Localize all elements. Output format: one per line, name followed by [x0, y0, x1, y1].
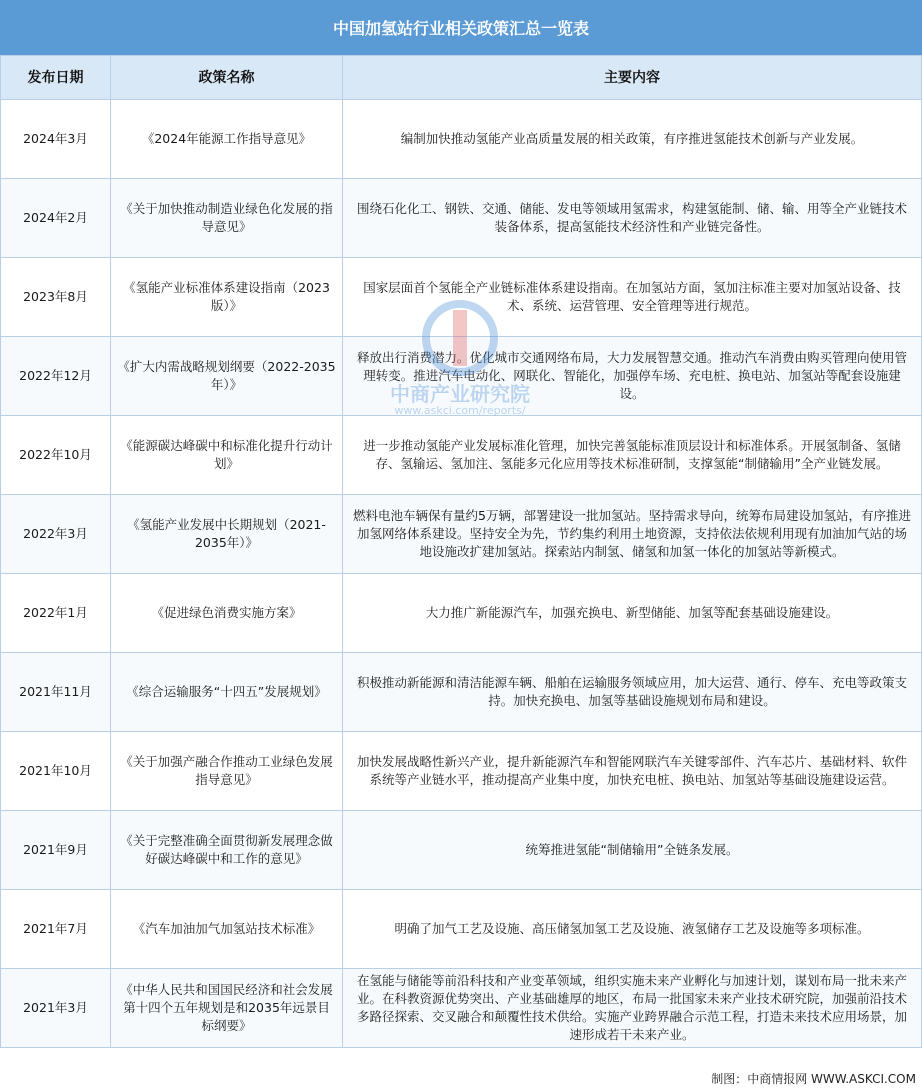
cell-name: 《氢能产业标准体系建设指南（2023版）》 [111, 258, 343, 337]
cell-name: 《促进绿色消费实施方案》 [111, 574, 343, 653]
cell-name: 《关于加快推动制造业绿色化发展的指导意见》 [111, 179, 343, 258]
cell-date: 2021年11月 [1, 653, 111, 732]
cell-date: 2021年7月 [1, 890, 111, 969]
table-row [1, 890, 922, 969]
table-row [1, 179, 922, 258]
cell-content: 积极推动新能源和清洁能源车辆、船舶在运输服务领域应用，加大运营、通行、停车、充电等政策支持。加快充换电、加氢等基础设施规划布局和建设。 [343, 653, 922, 732]
cell-name: 《中华人民共和国国民经济和社会发展第十四个五年规划是和2035年远景目标纲要》 [111, 969, 343, 1048]
cell-date: 2023年8月 [1, 258, 111, 337]
cell-name: 《综合运输服务“十四五”发展规划》 [111, 653, 343, 732]
table-header-row [1, 56, 922, 100]
source-footer: 制图：中商情报网 WWW.ASKCI.COM [711, 1072, 916, 1086]
header-name: 政策名称 [111, 56, 343, 100]
cell-content: 进一步推动氢能产业发展标准化管理，加快完善氢能标准顶层设计和标准体系。开展氢制备、氢储存、氢输运、氢加注、氢能多元化应用等技术标准研制，支撑氢能“制储输用”全产业链发展。 [343, 416, 922, 495]
watermark-text: 中商产业研究院 [390, 382, 530, 406]
cell-name: 《汽车加油加气加氢站技术标准》 [111, 890, 343, 969]
cell-date: 2021年3月 [1, 969, 111, 1048]
cell-date: 2022年1月 [1, 574, 111, 653]
cell-name: 《关于加强产融合作推动工业绿色发展指导意见》 [111, 732, 343, 811]
policy-table [0, 55, 922, 1048]
cell-name: 《扩大内需战略规划纲要（2022-2035年）》 [111, 337, 343, 416]
cell-content: 编制加快推动氢能产业高质量发展的相关政策，有序推进氢能技术创新与产业发展。 [343, 100, 922, 179]
cell-date: 2021年9月 [1, 811, 111, 890]
cell-date: 2024年2月 [1, 179, 111, 258]
cell-date: 2022年12月 [1, 337, 111, 416]
page-title: 中国加氢站行业相关政策汇总一览表 [0, 0, 922, 55]
cell-content: 燃料电池车辆保有量约5万辆，部署建设一批加氢站。坚持需求导向，统筹布局建设加氢站，有序推进加氢网络体系建设。坚持安全为先，节约集约利用土地资源，支持依法依规利用现有加油加气站的场地设施改扩建加氢站。探索站内制氢、储氢和加氢一体化的加氢站等新模式。 [343, 495, 922, 574]
cell-name: 《氢能产业发展中长期规划（2021-2035年）》 [111, 495, 343, 574]
cell-date: 2022年10月 [1, 416, 111, 495]
watermark-url: www.askci.com/reports/ [394, 404, 526, 417]
table-row [1, 811, 922, 890]
cell-name: 《2024年能源工作指导意见》 [111, 100, 343, 179]
cell-date: 2022年3月 [1, 495, 111, 574]
cell-content: 明确了加气工艺及设施、高压储氢加氢工艺及设施、液氢储存工艺及设施等多项标准。 [343, 890, 922, 969]
table-row [1, 416, 922, 495]
cell-content: 在氢能与储能等前沿科技和产业变革领域，组织实施未来产业孵化与加速计划，谋划布局一批未来产业。在科教资源优势突出、产业基础雄厚的地区，布局一批国家未来产业技术研究院，加强前沿技术多路径探索、交叉融合和颠覆性技术供给。实施产业跨界融合示范工程，打造未来技术应用场景，加速形成若干未来产业。 [343, 969, 922, 1048]
cell-content: 释放出行消费潜力。优化城市交通网络布局，大力发展智慧交通。推动汽车消费由购买管理向使用管理转变。推进汽车电动化、网联化、智能化，加强停车场、充电桩、换电站、加氢站等配套设施建设。 [343, 337, 922, 416]
cell-content: 大力推广新能源汽车，加强充换电、新型储能、加氢等配套基础设施建设。 [343, 574, 922, 653]
cell-content: 国家层面首个氢能全产业链标准体系建设指南。在加氢站方面，氢加注标准主要对加氢站设备、技术、系统、运营管理、安全管理等进行规范。 [343, 258, 922, 337]
cell-content: 统筹推进氢能“制储输用”全链条发展。 [343, 811, 922, 890]
header-date: 发布日期 [1, 56, 111, 100]
table-row [1, 337, 922, 416]
table-row [1, 495, 922, 574]
cell-date: 2021年10月 [1, 732, 111, 811]
cell-date: 2024年3月 [1, 100, 111, 179]
table-row [1, 258, 922, 337]
cell-content: 加快发展战略性新兴产业，提升新能源汽车和智能网联汽车关键零部件、汽车芯片、基础材料、软件系统等产业链水平，推动提高产业集中度，加快充电桩、换电站、加氢站等基础设施建设运营。 [343, 732, 922, 811]
table-row [1, 732, 922, 811]
cell-content: 围绕石化化工、钢铁、交通、储能、发电等领域用氢需求，构建氢能制、储、输、用等全产业链技术装备体系，提高氢能技术经济性和产业链完备性。 [343, 179, 922, 258]
cell-name: 《能源碳达峰碳中和标准化提升行动计划》 [111, 416, 343, 495]
table-row [1, 653, 922, 732]
table-row [1, 574, 922, 653]
table-row [1, 100, 922, 179]
cell-name: 《关于完整准确全面贯彻新发展理念做好碳达峰碳中和工作的意见》 [111, 811, 343, 890]
table-row [1, 969, 922, 1048]
header-content: 主要内容 [343, 56, 922, 100]
